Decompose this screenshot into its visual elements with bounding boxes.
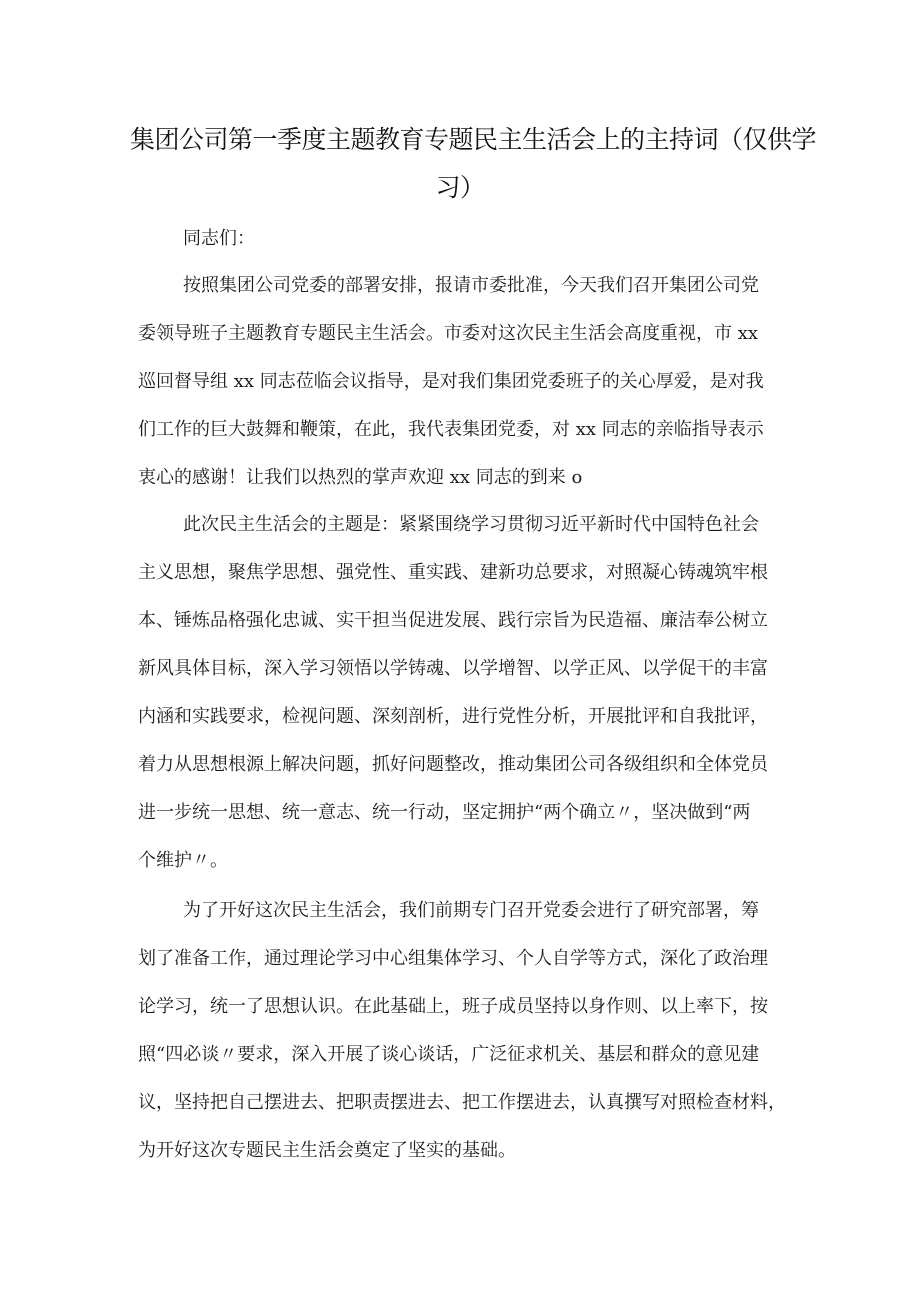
paragraph-line: 为了开好这次民主生活会，我们前期专门召开党委会进行了研究部署，筹 — [183, 900, 759, 921]
paragraph-line: 本、锤炼品格强化忠诚、实干担当促进发展、践行宗旨为民造福、廉洁奉公树立 — [138, 610, 768, 631]
paragraph-line: 主义思想，聚焦学思想、强党性、重实践、建新功总要求，对照凝心铸魂筑牢根 — [138, 562, 768, 583]
paragraph-line: 进一步统一思想、统一意志、统一行动，坚定拥护“两个确立〃，坚决做到“两 — [138, 802, 751, 823]
title-line: 集团公司第一季度主题教育专题民主生活会上的主持词（仅供学 — [130, 125, 817, 154]
paragraph-line: 划了准备工作，通过理论学习中心组集体学习、个人自学等方式，深化了政治理 — [138, 948, 768, 969]
paragraph-line: 论学习，统一了思想认识。在此基础上，班子成员坚持以身作则、以上率下，按 — [138, 996, 768, 1017]
paragraph-line: 为开好这次专题民主生活会奠定了坚实的基础。 — [138, 1140, 516, 1161]
paragraph-line: 着力从思想根源上解决问题，抓好问题整改，推动集团公司各级组织和全体党员 — [138, 754, 768, 775]
paragraph-line: 衷心的感谢！让我们以热烈的掌声欢迎 xx 同志的到来 o — [138, 467, 583, 488]
paragraph-line: 按照集团公司党委的部署安排，报请市委批准，今天我们召开集团公司党 — [183, 275, 759, 296]
document-title — [130, 116, 817, 212]
paragraph-line: 们工作的巨大鼓舞和鞭策，在此，我代表集团党委，对 xx 同志的亲临指导表示 — [138, 419, 764, 440]
paragraph-line: 照“四必谈〃要求，深入开展了谈心谈话，广泛征求机关、基层和群众的意见建 — [138, 1044, 760, 1065]
paragraph-line: 内涵和实践要求，检视问题、深刻剖析，进行党性分析，开展批评和自我批评， — [138, 706, 768, 727]
paragraph-line: 个维护〃。 — [138, 850, 228, 871]
paragraph-line: 议，坚持把自己摆进去、把职责摆进去、把工作摆进去，认真撰写对照检查材料， — [138, 1092, 786, 1113]
paragraph-line: 此次民主生活会的主题是：紧紧围绕学习贯彻习近平新时代中国特色社会 — [183, 514, 759, 535]
greeting: 同志们： — [183, 228, 255, 249]
title-line: 习） — [435, 173, 485, 202]
paragraph-line: 新风具体目标，深入学习领悟以学铸魂、以学增智、以学正风、以学促干的丰富 — [138, 658, 768, 679]
paragraph-line: 委领导班子主题教育专题民主生活会。市委对这次民主生活会高度重视，市 xx — [138, 323, 759, 344]
paragraph-line: 巡回督导组 xx 同志莅临会议指导，是对我们集团党委班子的关心厚爱，是对我 — [138, 371, 764, 392]
